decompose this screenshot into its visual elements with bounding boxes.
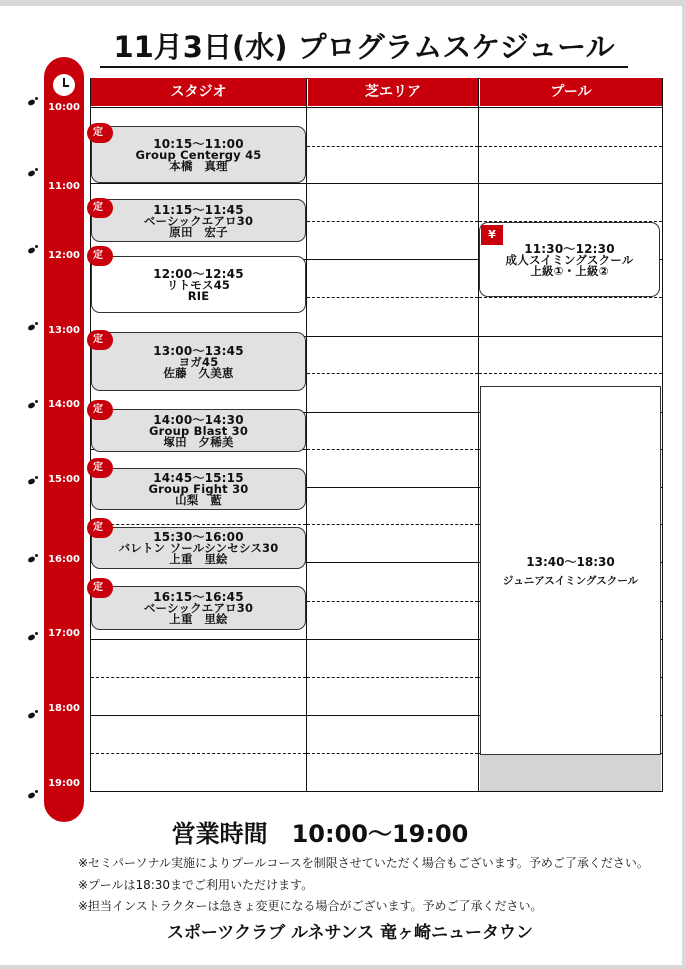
class-time: 16:15～16:45 [153, 590, 244, 604]
grid-line [307, 183, 478, 184]
column-header-turf-area: 芝エリア [308, 78, 478, 106]
grid-line [307, 221, 478, 222]
class-name: ベーシックエアロ30 [143, 601, 254, 615]
bird-icon [26, 400, 40, 410]
class-time: 14:00～14:30 [153, 412, 244, 427]
class-instructor: 原田 宏子 [169, 224, 228, 239]
page-frame-top [0, 0, 686, 6]
class-card[interactable] [91, 586, 306, 630]
class-card[interactable] [91, 199, 306, 242]
column-divider [478, 78, 479, 792]
hour-label: 15:00 [48, 474, 80, 485]
grid-line [91, 677, 306, 678]
grid-line [91, 753, 306, 754]
page-title: 11月3日(水) プログラムスケジュール [100, 28, 628, 68]
bird-icon [26, 710, 40, 720]
regular-class-badge: 定 [87, 198, 113, 218]
regular-class-badge: 定 [87, 330, 113, 350]
class-time: 14:45～15:15 [153, 471, 244, 485]
class-instructor: 山梨 藍 [175, 493, 222, 507]
class-instructor: RIE [187, 288, 210, 303]
note: ※プールは18:30までご利用いただけます。 [78, 878, 314, 892]
pool-class-card[interactable] [479, 222, 660, 297]
clock-icon [53, 74, 75, 96]
class-time: 10:15～11:00 [153, 136, 244, 151]
hour-label: 17:00 [48, 628, 80, 639]
grid-line [479, 336, 662, 337]
column-header-pool: プール [480, 78, 662, 106]
bird-icon [26, 168, 40, 178]
class-detail: 上級①・上級② [530, 263, 609, 278]
column-divider [306, 78, 307, 792]
class-card[interactable] [91, 126, 306, 183]
grid-line [307, 677, 478, 678]
grid-line [479, 297, 662, 298]
grid-line [307, 449, 478, 450]
class-time: 11:30～12:30 [524, 241, 615, 256]
grid-line [91, 524, 306, 525]
hour-label: 10:00 [48, 102, 80, 113]
class-name: ヨガ45 [178, 354, 219, 369]
note: ※担当インストラクターは急きょ変更になる場合がございます。予めご了承ください。 [78, 899, 543, 913]
regular-class-badge: 定 [87, 400, 113, 420]
hour-label: 14:00 [48, 399, 80, 410]
hour-label: 16:00 [48, 554, 80, 565]
pool-class-card[interactable] [480, 386, 661, 755]
hour-label: 11:00 [48, 181, 80, 192]
class-name: バレトン ソールシンセシス30 [118, 541, 279, 555]
grid-line [307, 336, 478, 337]
bird-icon [26, 554, 40, 564]
class-name: 成人スイミングスクール [505, 252, 634, 267]
grid-line [91, 183, 306, 184]
grid-line [307, 146, 478, 147]
bird-icon [26, 245, 40, 255]
class-time: 13:40～18:30 [526, 555, 615, 569]
class-name: Group Blast 30 [148, 423, 249, 438]
class-time: 15:30～16:00 [153, 530, 244, 544]
class-card[interactable] [91, 527, 306, 569]
class-card[interactable] [91, 409, 306, 452]
hour-label: 19:00 [48, 778, 80, 789]
regular-class-badge: 定 [87, 458, 113, 478]
grid-line [307, 562, 478, 563]
business-hours: 営業時間 10:00～19:00 [171, 820, 469, 848]
class-name: ジュニアスイミングスクール [502, 575, 639, 587]
bird-icon [26, 322, 40, 332]
class-instructor: 上重 里絵 [169, 612, 228, 626]
grid-line [307, 412, 478, 413]
class-time: 11:15～11:45 [153, 202, 244, 217]
pool-closed-block [480, 755, 661, 791]
grid-line [307, 259, 478, 260]
grid-line [307, 524, 478, 525]
bird-icon [26, 632, 40, 642]
class-instructor: 本橋 真理 [169, 158, 228, 173]
hour-label: 18:00 [48, 703, 80, 714]
hour-label: 12:00 [48, 250, 80, 261]
hour-label: 13:00 [48, 325, 80, 336]
grid-line [479, 183, 662, 184]
grid-line [307, 753, 478, 754]
club-name: スポーツクラブ ルネサンス 竜ヶ崎ニュータウン [166, 923, 534, 943]
paid-class-badge: ¥ [481, 225, 503, 245]
class-name: Group Centergy 45 [135, 147, 262, 162]
grid-line [307, 715, 478, 716]
grid-line [307, 601, 478, 602]
regular-class-badge: 定 [87, 123, 113, 143]
class-card[interactable] [91, 332, 306, 391]
grid-line [479, 146, 662, 147]
note: ※セミパーソナル実施によりプールコースを制限させていただく場合もございます。予めご了承ください。 [78, 856, 649, 870]
grid-line [479, 107, 662, 108]
class-card[interactable] [91, 256, 306, 313]
grid-line [307, 639, 478, 640]
grid-line [307, 373, 478, 374]
regular-class-badge: 定 [87, 246, 113, 266]
class-time: 12:00～12:45 [153, 266, 244, 281]
class-instructor: 塚田 夕稀美 [163, 434, 234, 449]
grid-line [307, 107, 478, 108]
page-frame-bottom [0, 965, 686, 969]
grid-line [307, 297, 478, 298]
grid-line [307, 487, 478, 488]
column-header-studio: スタジオ [91, 78, 306, 106]
class-name: ベーシックエアロ30 [143, 213, 254, 228]
class-card[interactable] [91, 468, 306, 510]
class-instructor: 佐藤 久美恵 [163, 365, 234, 380]
regular-class-badge: 定 [87, 518, 113, 538]
grid-line [91, 715, 306, 716]
regular-class-badge: 定 [87, 578, 113, 598]
class-time: 13:00～13:45 [153, 343, 244, 358]
class-name: Group Fight 30 [148, 482, 249, 496]
grid-line [479, 373, 662, 374]
class-instructor: 上重 里絵 [169, 552, 228, 566]
grid-line [91, 107, 306, 108]
grid-line [91, 639, 306, 640]
bird-icon [26, 97, 40, 107]
page-frame-right [682, 0, 686, 969]
class-name: リトモス45 [166, 277, 231, 292]
bird-icon [26, 790, 40, 800]
bird-icon [26, 476, 40, 486]
